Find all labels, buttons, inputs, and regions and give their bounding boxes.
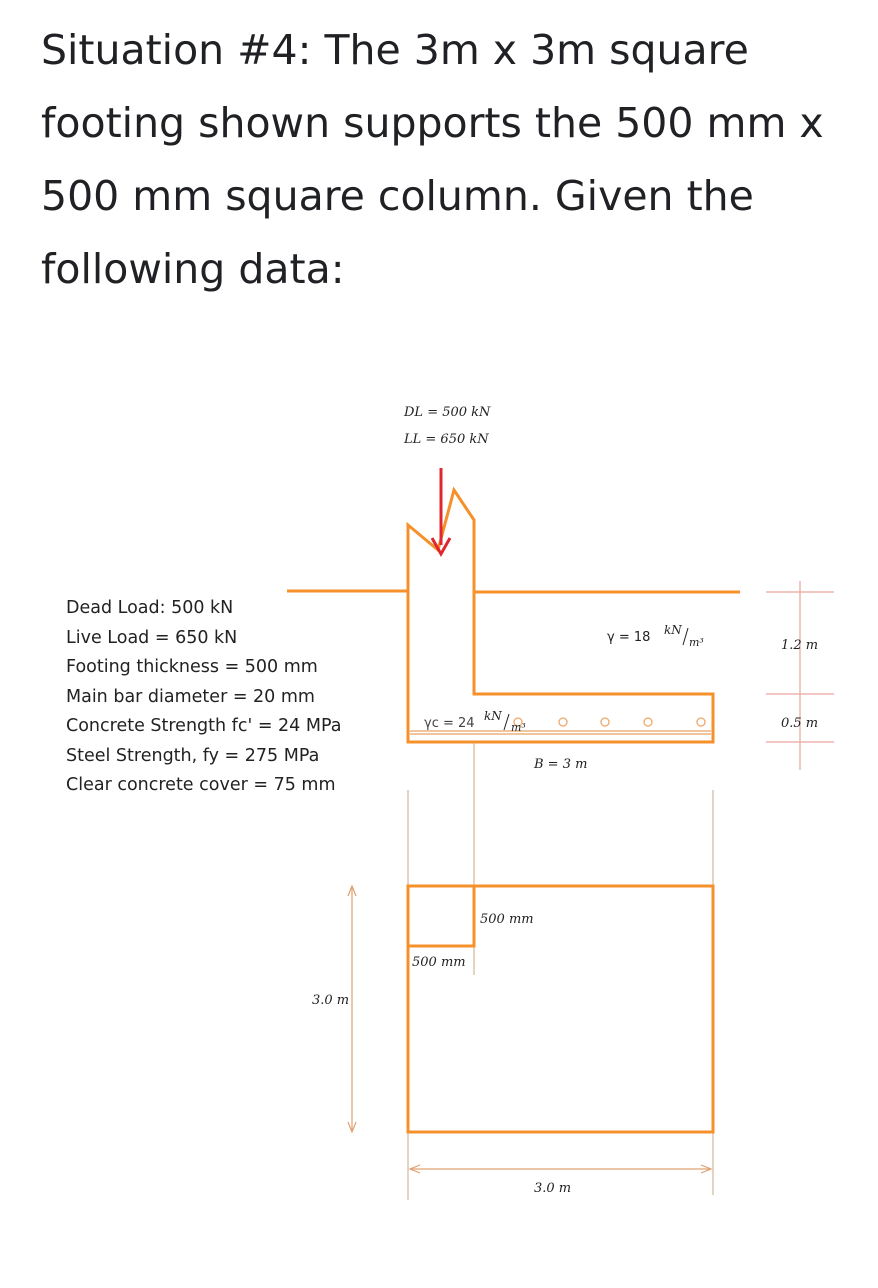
plan-height-label: 3.0 m bbox=[312, 993, 350, 1008]
footing-depth-label: 0.5 m bbox=[781, 716, 819, 731]
bar-diameter-item: Main bar diameter = 20 mm bbox=[66, 686, 315, 707]
steel-strength-item: Steel Strength, fy = 275 MPa bbox=[66, 745, 320, 766]
footing-plan-outline bbox=[408, 886, 713, 1132]
live-load-label: LL = 650 kN bbox=[404, 432, 489, 447]
dead-load-item: Dead Load: 500 kN bbox=[66, 598, 234, 618]
concrete-cover-item: Clear concrete cover = 75 mm bbox=[66, 775, 336, 795]
live-load-item: Live Load = 650 kN bbox=[66, 627, 238, 648]
concrete-unit-denominator: m³ bbox=[511, 721, 526, 734]
rebar-dot bbox=[601, 718, 609, 726]
column-plan-outline bbox=[408, 886, 474, 946]
plan-height-dimension bbox=[348, 886, 356, 1132]
plan-width-dimension bbox=[410, 1165, 711, 1173]
column-dim-side-label: 500 mm bbox=[412, 955, 466, 970]
soil-unit-numerator: kN bbox=[664, 623, 682, 637]
column-footing-outline bbox=[408, 490, 713, 742]
concrete-strength-item: Concrete Strength fc' = 24 MPa bbox=[66, 716, 342, 736]
rebar-dot bbox=[697, 718, 705, 726]
rebar-dot bbox=[559, 718, 567, 726]
depth-dimension bbox=[766, 581, 834, 770]
base-width-label: B = 3 m bbox=[534, 757, 588, 772]
plan-width-label: 3.0 m bbox=[534, 1181, 572, 1196]
problem-statement: Situation #4: The 3m x 3m square footing shown supports the 500 mm x 500 mm square column. Given the following data: bbox=[41, 26, 824, 293]
soil-unit-denominator: m³ bbox=[689, 636, 704, 649]
soil-unit-weight-label: γ = 18 bbox=[607, 630, 651, 645]
footing-thickness-item: Footing thickness = 500 mm bbox=[66, 657, 318, 677]
rebar-dots bbox=[514, 718, 705, 726]
concrete-unit-numerator: kN bbox=[484, 709, 502, 723]
rebar-dot bbox=[644, 718, 652, 726]
concrete-unit-slash bbox=[504, 714, 509, 730]
soil-depth-label: 1.2 m bbox=[781, 638, 819, 653]
soil-unit-slash bbox=[683, 628, 688, 645]
concrete-unit-weight-label: γc = 24 bbox=[424, 716, 475, 731]
column-dim-top-label: 500 mm bbox=[480, 912, 534, 927]
dead-load-label: DL = 500 kN bbox=[404, 405, 491, 420]
